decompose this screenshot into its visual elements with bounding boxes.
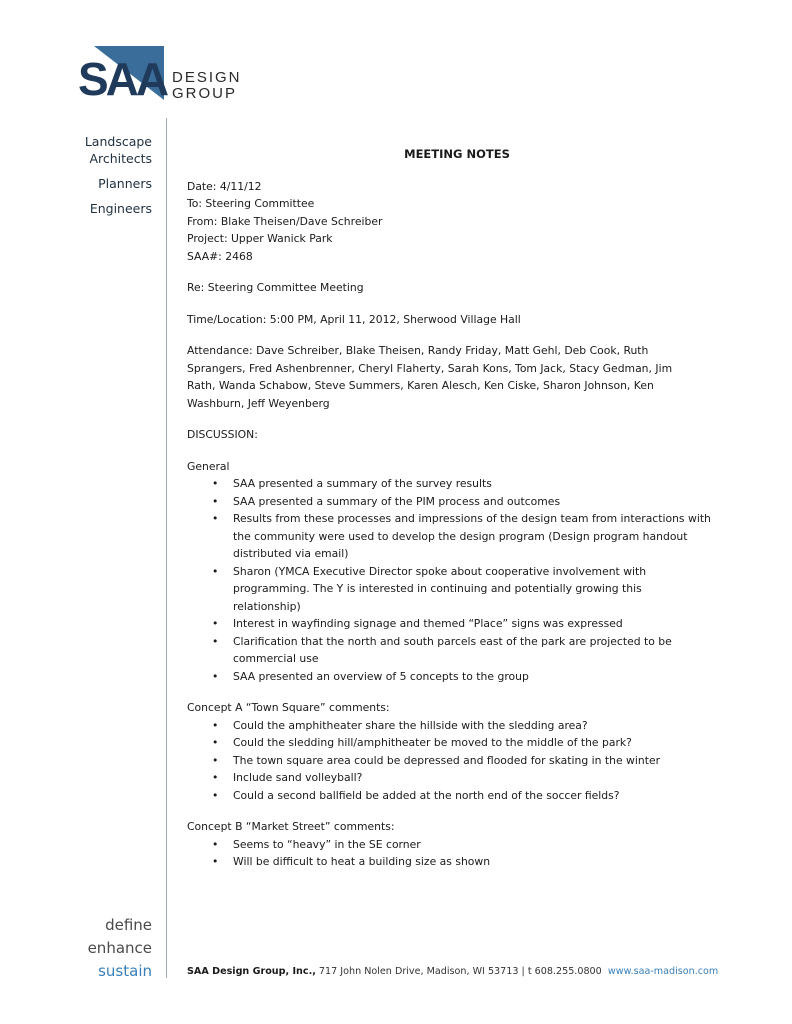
bullet: • [212, 753, 219, 767]
list-item: • Will be difficult to heat a building size as shown [233, 853, 747, 871]
general-list [187, 475, 747, 685]
logo-line1: DESIGN [172, 69, 242, 86]
footer-separator: | [518, 966, 528, 977]
concept-a-list [187, 717, 747, 805]
list-item: • Results from these processes and impressions of the design team from interactions with the community were used to develop the design program (Design program handout distributed via email) [212, 512, 711, 560]
list-item: • Sharon (YMCA Executive Director spoke about cooperative involvement with programming. The Y is interested in continuing and potentially growing this relationship) [212, 564, 647, 613]
attendance-line: Washburn, Jeff Weyenberg [187, 396, 330, 410]
tagline-define: define [105, 916, 152, 934]
bullet: • [212, 837, 219, 851]
attendance-line: Attendance: Dave Schreiber, Blake Theisen, Randy Friday, Matt Gehl, Deb Cook, Ruth [187, 344, 649, 357]
page-footer [187, 966, 787, 977]
bullet: • [212, 669, 219, 683]
bullet: • [212, 736, 219, 749]
bullet: • [212, 512, 219, 525]
tagline-enhance: enhance [87, 939, 152, 957]
header-project: Project: Upper Wanick Park [187, 232, 333, 245]
bullet: • [212, 788, 219, 802]
footer-phone: t 608.255.0800 [527, 966, 602, 977]
service-planners: Planners [98, 176, 152, 191]
header-saa-number: SAA#: 2468 [187, 249, 253, 263]
header-to: To: Steering Committee [187, 197, 315, 210]
memo-header [187, 178, 747, 266]
service-landscape: Landscape [84, 134, 152, 149]
sidebar-tagline [40, 914, 152, 983]
logo-brand: SAA [78, 53, 167, 105]
document-title: MEETING NOTES [404, 147, 510, 161]
logo-design-group [172, 70, 242, 102]
sidebar-services [40, 133, 152, 217]
bullet: • [212, 494, 219, 508]
bullet: • [212, 771, 219, 784]
company-logo [74, 44, 244, 106]
list-item: • Could a second ballfield be added at the north end of the soccer fields? [233, 787, 747, 805]
attendance-line: Sprangers, Fred Ashenbrenner, Cheryl Flaherty, Sarah Kons, Tom Jack, Stacy Gedman, Jim [187, 361, 673, 375]
footer-address: 717 John Nolen Drive, Madison, WI 53713 [315, 966, 519, 977]
list-item: • Clarification that the north and south parcels east of the park are projected to be commercial use [212, 634, 672, 665]
bullet: • [212, 617, 219, 630]
list-item: • SAA presented a summary of the PIM process and outcomes [233, 493, 747, 511]
list-item: • Could the amphitheater share the hillside with the sledding area? [233, 717, 747, 735]
re-line: Re: Steering Committee Meeting [187, 281, 364, 294]
concept-a-heading: Concept A “Town Square” comments: [187, 701, 390, 714]
attendance-line: Rath, Wanda Schabow, Steve Summers, Karen Alesch, Ken Ciske, Sharon Johnson, Ken [187, 379, 654, 392]
logo-line2: GROUP [172, 85, 238, 102]
tagline-sustain: sustain [98, 962, 152, 980]
header-date: Date: 4/11/12 [187, 179, 262, 193]
document-body [187, 146, 747, 871]
list-item: • Could the sledding hill/amphitheater be moved to the middle of the park? [233, 734, 747, 752]
list-item: • Include sand volleyball? [233, 769, 747, 787]
bullet: • [212, 477, 219, 490]
bullet: • [212, 634, 219, 648]
header-from: From: Blake Theisen/Dave Schreiber [187, 214, 383, 228]
list-item: • SAA presented an overview of 5 concepts to the group [233, 668, 747, 686]
sidebar-divider [166, 118, 167, 978]
bullet: • [212, 564, 219, 578]
footer-url[interactable]: www.saa-madison.com [607, 966, 719, 977]
general-heading: General [187, 459, 230, 473]
discussion-heading: DISCUSSION: [187, 428, 258, 441]
bullet: • [212, 718, 219, 732]
time-location: Time/Location: 5:00 PM, April 11, 2012, Sherwood Village Hall [187, 312, 521, 326]
footer-company: SAA Design Group, Inc., [187, 966, 316, 977]
bullet: • [212, 855, 219, 868]
service-engineers: Engineers [89, 201, 152, 216]
list-item: • SAA presented a summary of the survey results [233, 475, 747, 493]
attendance [187, 342, 747, 412]
list-item: • Interest in wayfinding signage and themed “Place” signs was expressed [233, 615, 747, 633]
concept-b-list [187, 836, 747, 871]
list-item: • Seems to “heavy” in the SE corner [233, 836, 747, 854]
list-item: • The town square area could be depressed and flooded for skating in the winter [233, 752, 747, 770]
service-architects: Architects [89, 151, 152, 166]
concept-b-heading: Concept B “Market Street” comments: [187, 820, 395, 833]
